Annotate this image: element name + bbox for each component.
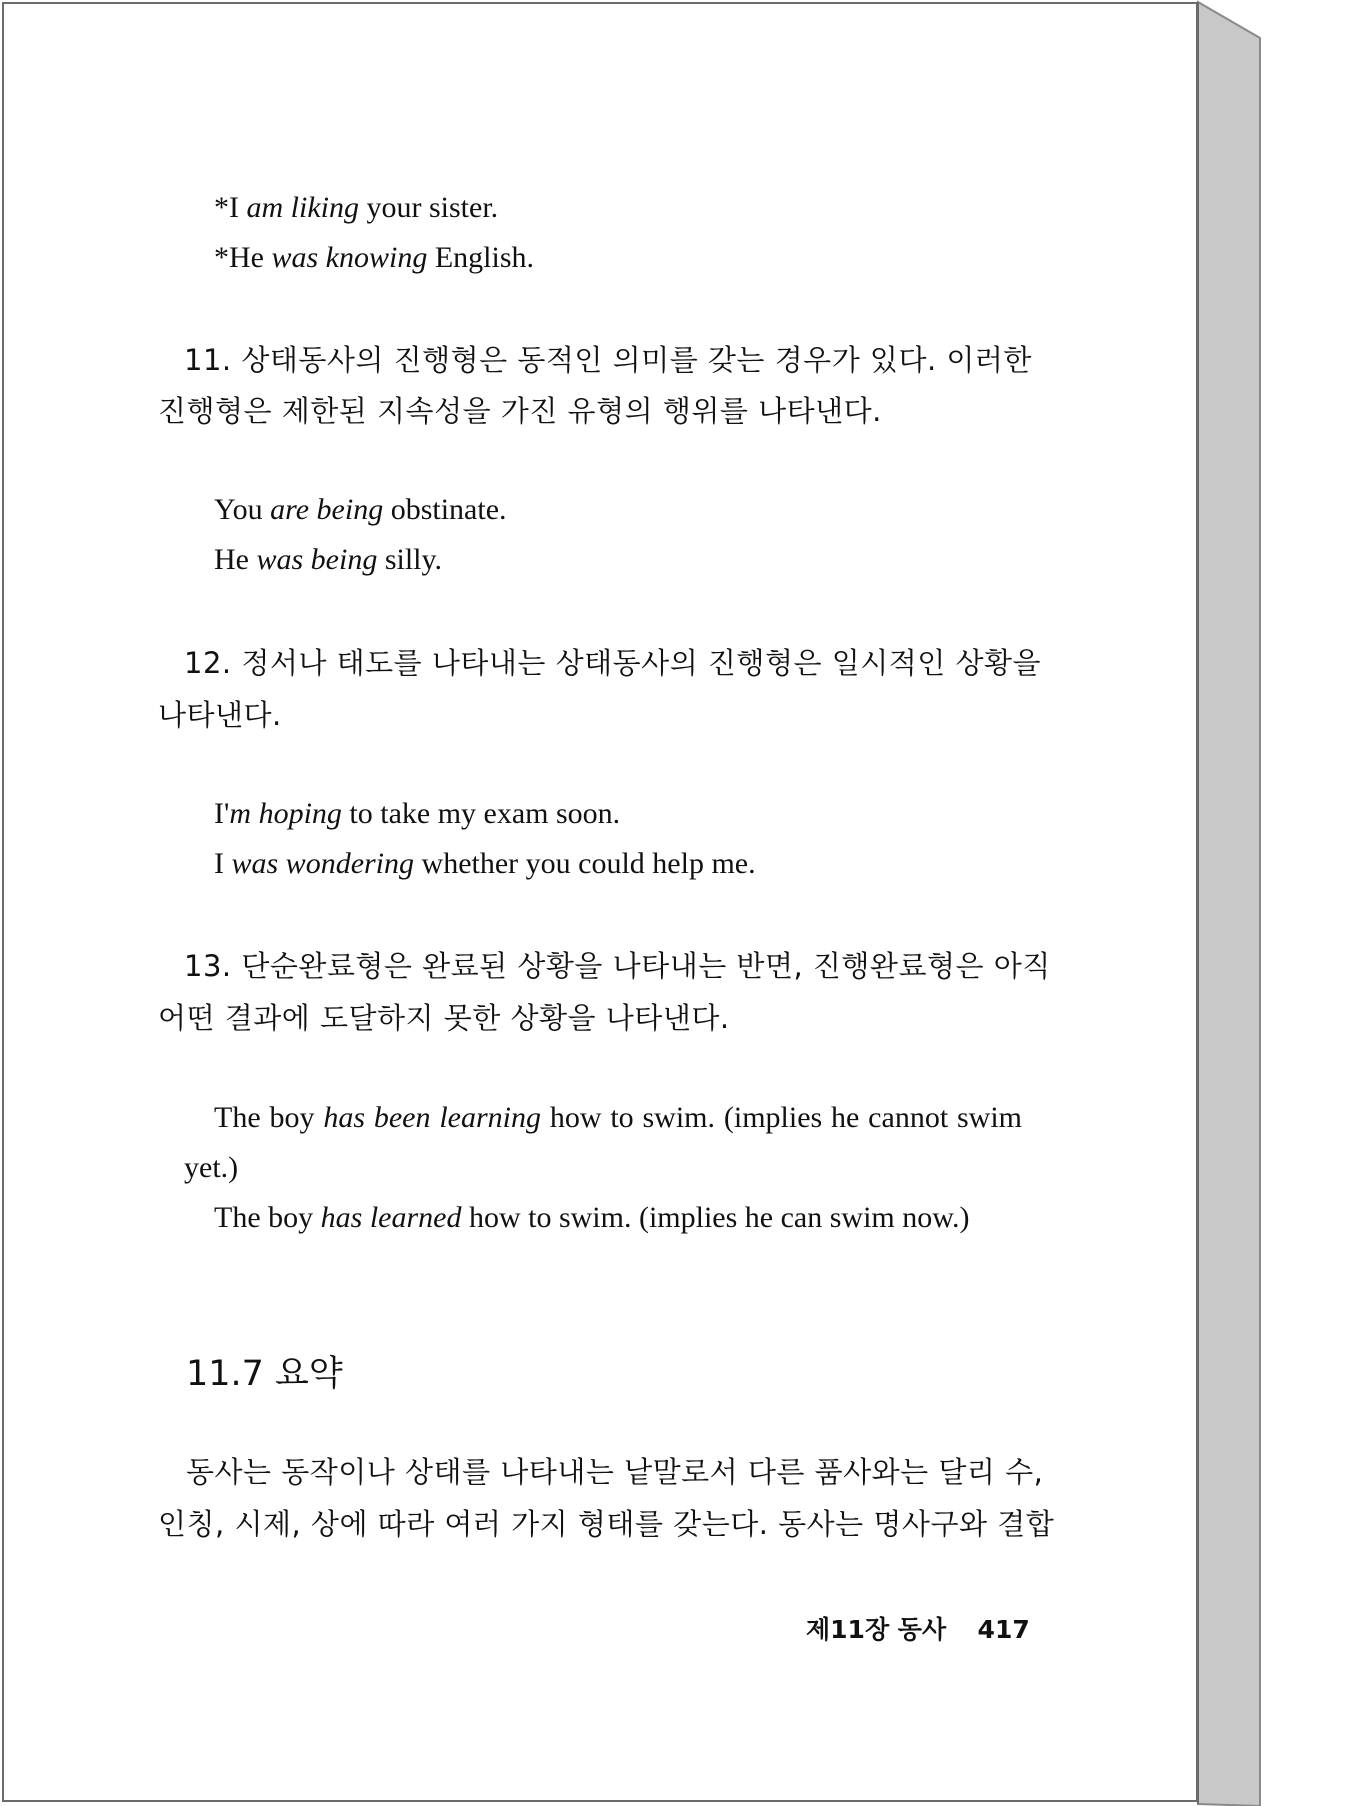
page-footer — [806, 1612, 1030, 1648]
paragraph-11-line-2: 진행형은 제한된 지속성을 가진 유형의 행위를 나타낸다. — [158, 394, 882, 428]
example-line: The boy has been learning how to swim. (implies he cannot swim — [214, 1101, 1023, 1134]
example-line-continuation: yet.) — [184, 1151, 239, 1184]
paragraph-13-line-2: 어떤 결과에 도달하지 못한 상황을 나타낸다. — [158, 1001, 730, 1035]
paragraph-13-line-1: 13. 단순완료형은 완료된 상황을 나타내는 반면, 진행완료형은 아직 — [184, 949, 1051, 983]
chapter-label: 제11장 동사 — [806, 1615, 947, 1644]
paragraph-12-line-1: 12. 정서나 태도를 나타내는 상태동사의 진행형은 일시적인 상황을 — [184, 646, 1042, 680]
paragraph-11-line-1: 11. 상태동사의 진행형은 동적인 의미를 갖는 경우가 있다. 이러한 — [184, 343, 1032, 377]
example-line: He was being silly. — [214, 543, 443, 576]
example-line: You are being obstinate. — [214, 493, 507, 526]
paragraph-12-line-2: 나타낸다. — [158, 698, 282, 732]
example-line: *I am liking your sister. — [214, 191, 499, 224]
example-line: I'm hoping to take my exam soon. — [214, 797, 621, 830]
example-line: *He was knowing English. — [214, 241, 535, 274]
summary-line-2: 인칭, 시제, 상에 따라 여러 가지 형태를 갖는다. 동사는 명사구와 결합 — [158, 1507, 1055, 1541]
section-heading: 11.7 요약 — [186, 1354, 343, 1394]
example-line: I was wondering whether you could help me. — [214, 847, 756, 880]
summary-line-1: 동사는 동작이나 상태를 나타내는 낱말로서 다른 품사와는 달리 수, — [186, 1455, 1044, 1489]
example-line: The boy has learned how to swim. (implies he can swim now.) — [214, 1201, 970, 1234]
page-number: 417 — [977, 1615, 1030, 1644]
